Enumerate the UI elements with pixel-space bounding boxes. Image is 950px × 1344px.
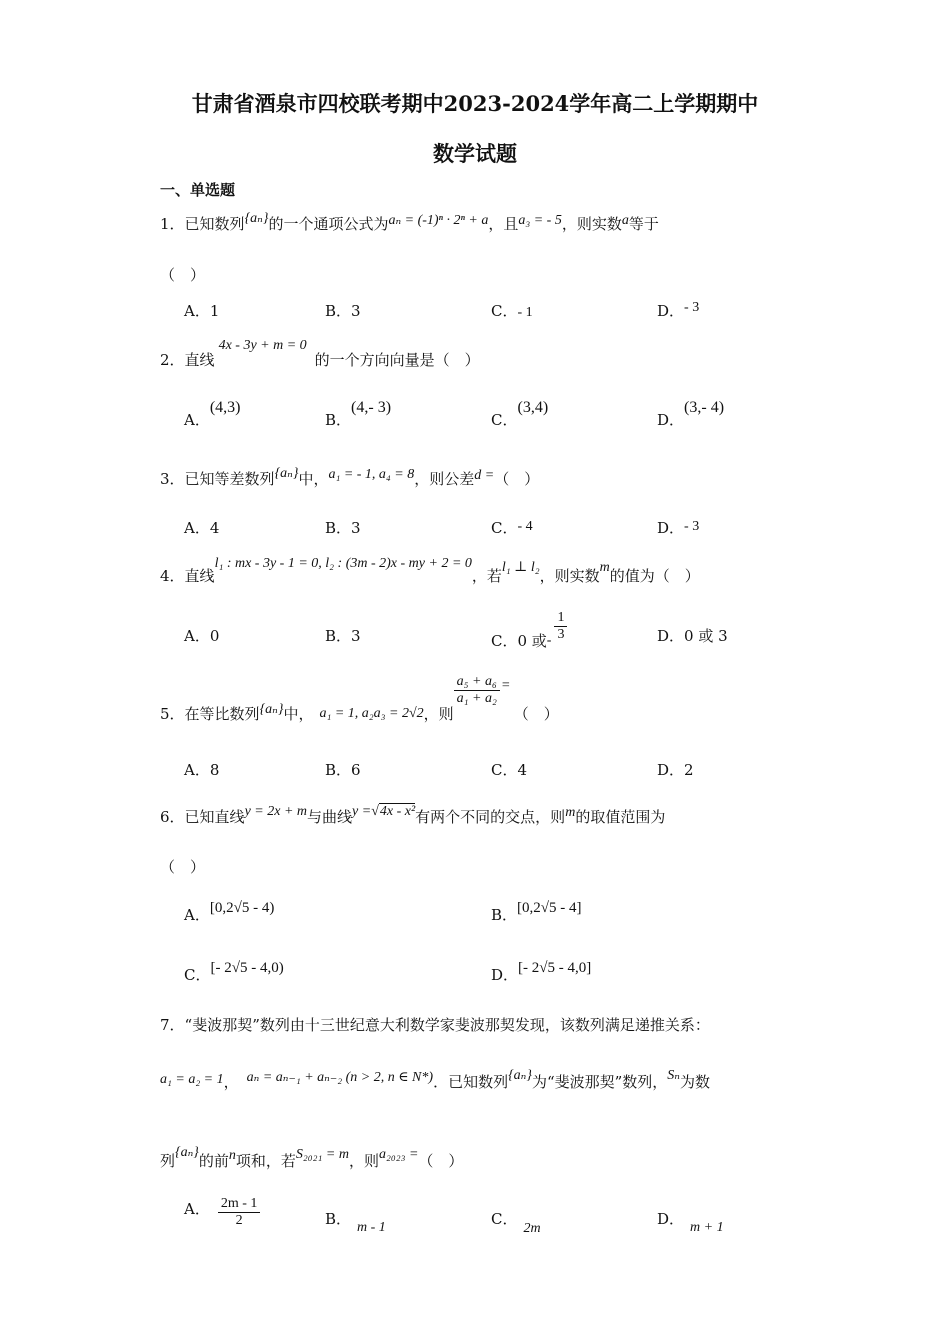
q7-text-2: ．已知数列 [433,1073,509,1091]
q3-text-1: 已知等差数列 [184,470,275,488]
q3-text-4: （ ） [494,470,540,488]
q4-option-d[interactable]: D．0 或 3 [657,627,728,645]
q3-option-c-label: C． [491,519,518,537]
q7-option-b[interactable] [325,1210,386,1235]
q5-fraction-denominator: a₁ + a₂ [456,691,497,706]
q2-option-d[interactable] [657,399,725,430]
q4-option-c-numerator: 1 [554,610,567,627]
q3-option-c[interactable] [491,517,533,538]
q5-condition: a₁ = 1, a₂a₃ = 2√2 [319,705,424,721]
q4-option-c-minus: - [546,632,552,648]
q1-answer-paren: （ ） [160,266,206,284]
q7-text-4: 为数 [679,1073,710,1091]
q7-number: 7． [160,1016,185,1034]
q7-option-a-numerator: 2m - 1 [218,1196,261,1213]
q3-option-d-label: D． [657,519,685,537]
q4-option-c[interactable] [491,610,567,650]
q7-text-6: 的前 [198,1152,229,1170]
q7-sequence-2: {aₙ} [175,1145,199,1160]
q3-option-a[interactable]: A．4 [184,519,220,537]
q1-text-3: ，且 [488,215,519,233]
q6-option-a-value: [0,2√5 - 4) [209,900,275,916]
q7-option-b-value: m - 1 [357,1220,386,1235]
q6-curve-lhs: y = [352,804,372,819]
q6-line: y = 2x + m [244,804,307,819]
q6-option-c-label: C． [184,966,211,984]
q7-text-8: ，则 [348,1152,379,1170]
q2-option-a-label: A． [184,411,210,429]
q6-option-d[interactable] [491,960,592,985]
q6-text-4: 的取值范围为 [575,808,666,826]
q4-text-3: ，则实数 [539,567,600,585]
q7-option-a-denominator: 2 [235,1213,243,1228]
q6-option-a-label: A． [184,906,210,924]
section-heading: 一、单选题 [160,181,236,199]
q6-answer-paren: （ ） [160,858,206,876]
question-7-stem-line-1 [160,1014,710,1035]
q7-option-d-value: m + 1 [690,1220,724,1235]
q2-option-d-label: D． [657,411,685,429]
question-1-stem [160,213,659,234]
question-4-stem [160,556,700,586]
q3-option-c-value: - 4 [517,519,533,534]
q4-text-1: 直线 [184,567,215,585]
q7-option-d-label: D． [657,1210,685,1228]
q6-option-d-value: [- 2√5 - 4,0] [518,960,592,976]
q6-text-2: 与曲线 [307,808,353,826]
q5-answer-paren: （ ） [513,704,559,723]
question-5-stem [160,674,559,723]
q7-option-c[interactable] [491,1210,541,1236]
q2-option-a[interactable] [184,399,241,430]
q5-number: 5． [160,704,185,723]
q1-formula: aₙ = (-1)ⁿ · 2ⁿ + a [388,213,489,228]
q5-text-1: 在等比数列 [184,704,260,723]
question-6-stem [160,806,665,827]
q2-text-2: 的一个方向向量是（ ） [314,351,480,369]
q1-option-b[interactable]: B．3 [325,302,361,320]
q4-option-c-fraction [554,610,567,643]
q6-option-c-value: [- 2√5 - 4,0) [210,960,284,976]
q6-text-3: 有两个不同的交点，则 [415,808,566,826]
q4-number: 4． [160,567,185,585]
q5-fraction [454,674,500,707]
q7-text-1: “斐波那契”数列由十三世纪意大利数学家斐波那契发现，该数列满足递推关系： [184,1016,710,1034]
q1-option-d[interactable] [657,300,699,321]
q3-text-3: ，则公差 [414,470,475,488]
q7-option-b-label: B． [325,1210,352,1228]
q6-option-b-value: [0,2√5 - 4] [517,900,582,916]
question-2-stem [160,338,480,370]
q7-ask: a₂₀₂₃ = [378,1147,419,1162]
q2-option-c[interactable] [491,399,549,430]
q1-text-4: ，则实数 [561,215,622,233]
q1-sequence: {aₙ} [244,211,269,226]
q1-option-d-label: D． [657,302,685,320]
q5-text-3: ，则 [423,704,454,723]
q2-formula: 4x - 3y + m = 0 [218,338,307,353]
q7-text-3: 为“斐波那契”数列， [531,1073,668,1091]
q3-option-d-value: - 3 [684,519,700,534]
q7-option-a[interactable] [184,1196,260,1229]
q3-number: 3． [160,470,185,488]
q3-variable: d = [474,468,495,483]
q1-option-a[interactable]: A．1 [184,302,220,320]
q7-option-d[interactable] [657,1210,724,1235]
q2-text-1: 直线 [184,351,215,369]
q6-number: 6． [160,808,185,826]
q6-variable: m [565,805,576,820]
q4-condition: l₁ ⊥ l₂ [501,560,540,575]
page-subtitle: 数学试题 [433,141,517,166]
question-7-stem-line-3 [160,1145,464,1171]
q1-text-2: 的一个通项公式为 [268,215,389,233]
q3-condition: a₁ = - 1, a₄ = 8 [328,467,415,482]
q1-option-d-value: - 3 [684,300,700,315]
question-7-stem-line-2 [160,1068,710,1092]
q3-sequence: {aₙ} [274,466,299,481]
q7-option-c-label: C． [491,1210,518,1228]
q7-n: n [228,1148,236,1163]
q5-equals: = [501,677,510,693]
q6-option-b[interactable] [491,900,582,925]
q1-text-5: 等于 [628,215,659,233]
q4-text-4: 的值为（ ） [609,567,700,585]
q6-curve-radicand: 4x - x² [379,804,416,819]
q1-text-1: 已知数列 [184,215,245,233]
q6-option-c[interactable] [184,960,284,985]
q6-option-b-label: B． [491,906,518,924]
q1-option-c-label: C． [491,302,518,320]
q2-option-d-value: (3,- 4) [684,399,725,416]
q6-option-d-label: D． [491,966,519,984]
page-title: 甘肃省酒泉市四校联考期中2023-2024学年高二上学期期中 [191,91,759,116]
q7-comma: ， [223,1073,239,1091]
q2-number: 2． [160,351,185,369]
q6-text-1: 已知直线 [184,808,245,826]
q3-text-2: 中， [298,470,329,488]
q5-option-a[interactable]: A．8 [184,761,220,779]
q5-sequence: {aₙ} [259,701,284,717]
q2-option-b-label: B． [325,411,352,429]
q5-option-c[interactable]: C．4 [491,761,528,779]
q7-sum-symbol: Sₙ [667,1068,680,1083]
q2-option-b-value: (4,- 3) [351,399,392,416]
q5-text-2: 中， [283,704,314,723]
q2-option-a-value: (4,3) [209,399,241,416]
q7-option-c-value: 2m [523,1221,541,1236]
q4-formula: l₁ : mx - 3y - 1 = 0, l₂ : (3m - 2)x - my + 2 = 0 [214,556,472,571]
q7-option-a-fraction [218,1196,261,1229]
q4-variable: m [599,560,610,575]
q5-option-d[interactable]: D．2 [657,761,694,779]
q4-option-c-denominator: 3 [557,627,565,642]
q7-condition: S₂₀₂₁ = m [295,1147,349,1162]
q7-option-a-label: A． [184,1199,210,1218]
q1-option-c-value: - 1 [517,305,533,320]
q6-curve: y =√4x - x² [352,804,416,819]
q4-text-2: ，若 [471,567,502,585]
q1-number: 1． [160,215,185,233]
q4-option-a[interactable]: A．0 [184,627,220,645]
q7-sequence: {aₙ} [508,1068,532,1083]
q5-fraction-numerator: a₅ + a₆ [454,674,500,691]
q7-recurrence-formula: aₙ = aₙ₋₁ + aₙ₋₂ (n > 2, n ∈ N*) [246,1070,434,1085]
q6-option-a[interactable] [184,900,275,925]
q1-option-c[interactable] [491,300,533,321]
q2-option-c-label: C． [491,411,518,429]
question-3-stem [160,468,539,489]
q3-option-d[interactable] [657,517,699,538]
q7-text-5: 列 [160,1152,176,1170]
q5-option-b[interactable]: B．6 [325,761,361,779]
q2-option-c-value: (3,4) [517,399,549,416]
q3-option-b[interactable]: B．3 [325,519,361,537]
q1-condition: a₃ = - 5 [518,213,562,228]
q2-option-b[interactable] [325,399,392,430]
q7-text-7: 项和，若 [235,1152,296,1170]
q7-recurrence-initial: a₁ = a₂ = 1 [160,1072,224,1087]
q7-answer-paren: （ ） [418,1152,464,1170]
q4-option-c-label: C．0 或 [491,631,547,650]
q1-variable: a [621,213,629,228]
q4-option-b[interactable]: B．3 [325,627,361,645]
